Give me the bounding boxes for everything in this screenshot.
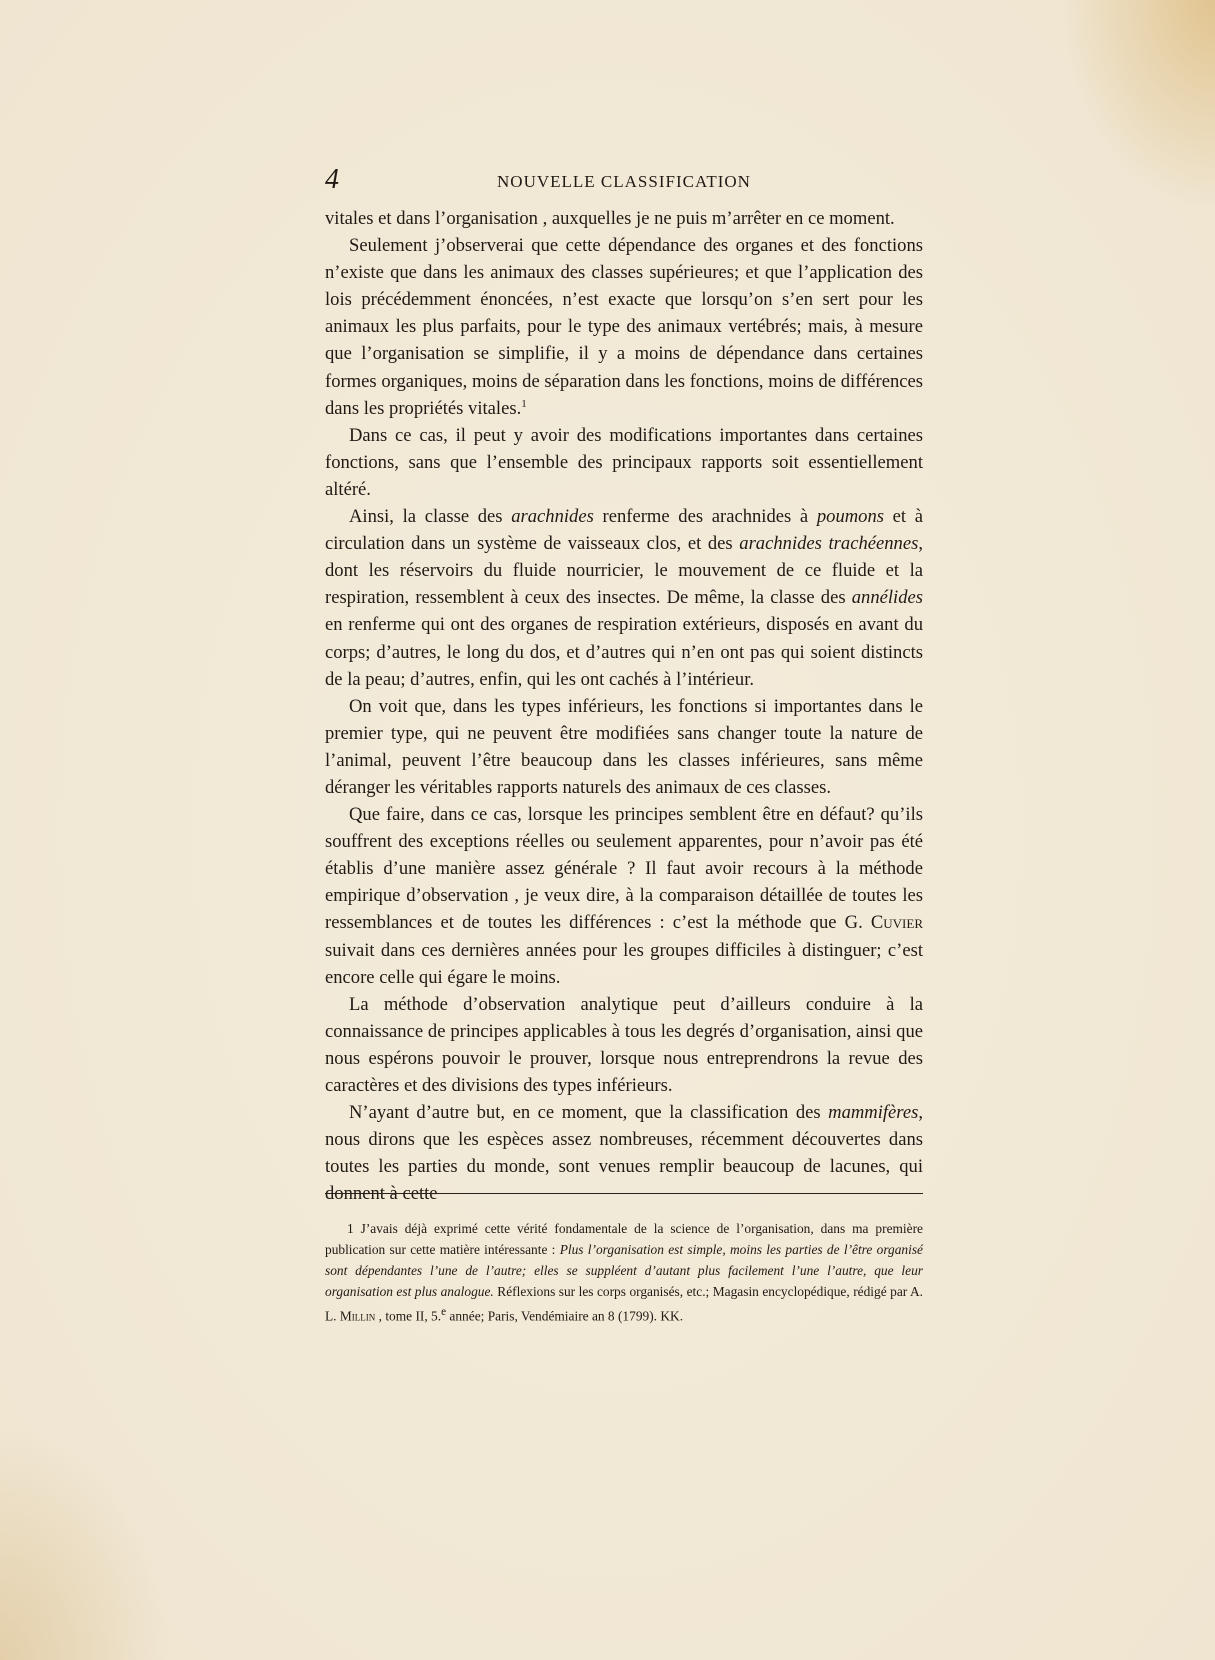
footnote: 1 J’avais déjà exprimé cette vérité fondamentale de la science de l’organisation, dans ma première publication sur cette matière intéressante : Plus l’organisation est simple, moins les parties de l’être organisé sont dépendantes l’une de l’autre; elles se suppléent d’autant plus facilement l’une l’autre, que leur organisation est plus analogue. Réflexions sur les corps organisés, etc.; Magasin encyclopédique, rédigé par A. L. Millin , tome II, 5.$^e$ année; Paris, Vendémiaire an 8 (1799). KK. [325, 1221, 924, 1324]
paragraph: Ainsi, la classe des arachnides renferme des arachnides à poumons et à circulation dans un système de vaisseaux clos, et des arachnides trachéennes, dont les réservoirs du fluide nourricier, le mouvement de ce fluide et la respiration, ressemblent à ceux des insectes. De même, la classe des annélides en renferme qui ont des organes de respiration extérieurs, disposés en avant du corps; d’autres, le long du dos, et d’autres qui n’en ont pas qui soient distincts de la peau; d’autres, enfin, qui les ont cachés à l’intérieur. [325, 506, 924, 690]
body-text [325, 205, 923, 1207]
paragraph: On voit que, dans les types inférieurs, les fonctions si importantes dans le premier type, qui ne peuvent être modifiées sans changer toute la nature de l’animal, peuvent l’être beaucoup dans les classes inférieures, sans même déranger les véritables rapports naturels des animaux de ces classes. [325, 695, 923, 798]
paragraph: Seulement j’observerai que cette dépendance des organes et des fonctions n’existe que dans les animaux des classes supérieures; et que l’application des lois précédemment énoncées, n’est exacte que lorsqu’on s’en sert pour les animaux les plus parfaits, pour le type des animaux vertébrés; mais, à mesure que l’organisation se simplifie, il y a moins de dépendance dans certaines formes organiques, moins de séparation dans les fonctions, moins de différences dans les propriétés vitales.$^1$ [325, 235, 923, 419]
footnote-divider [325, 1193, 923, 1194]
paragraph: vitales et dans l’organisation , auxquelles je ne puis m’arrêter en ce moment. [325, 208, 895, 229]
paragraph: N’ayant d’autre but, en ce moment, que la classification des mammifères, nous dirons que les espèces assez nombreuses, récemment découvertes dans toutes les parties du monde, sont venues remplir beaucoup de lacunes, qui donnent à cette [325, 1102, 923, 1205]
page-header [325, 164, 923, 196]
page-number: 4 [325, 164, 339, 195]
running-title: NOUVELLE CLASSIFICATION [497, 172, 751, 191]
paragraph: La méthode d’observation analytique peut d’ailleurs conduire à la connaissance de principes applicables à tous les degrés d’organisation, ainsi que nous espérons pouvoir le prouver, lorsque nous entreprendrons la revue des caractères et des divisions des types inférieurs. [325, 993, 923, 1096]
paragraph: Dans ce cas, il peut y avoir des modifications importantes dans certaines fonctions, sans que l’ensemble des principaux rapports soit essentiellement altéré. [325, 424, 923, 500]
paragraph: Que faire, dans ce cas, lorsque les principes semblent être en défaut? qu’ils souffrent des exceptions réelles ou seulement apparentes, pour n’avoir pas été établis d’une manière assez générale ? Il faut avoir recours à la méthode empirique d’observation , je veux dire, à la comparaison détaillée de toutes les ressemblances et de toutes les différences : c’est la méthode que G. Cuvier suivait dans ces dernières années pour les groupes difficiles à distinguer; c’est encore celle qui égare le moins. [325, 804, 923, 988]
